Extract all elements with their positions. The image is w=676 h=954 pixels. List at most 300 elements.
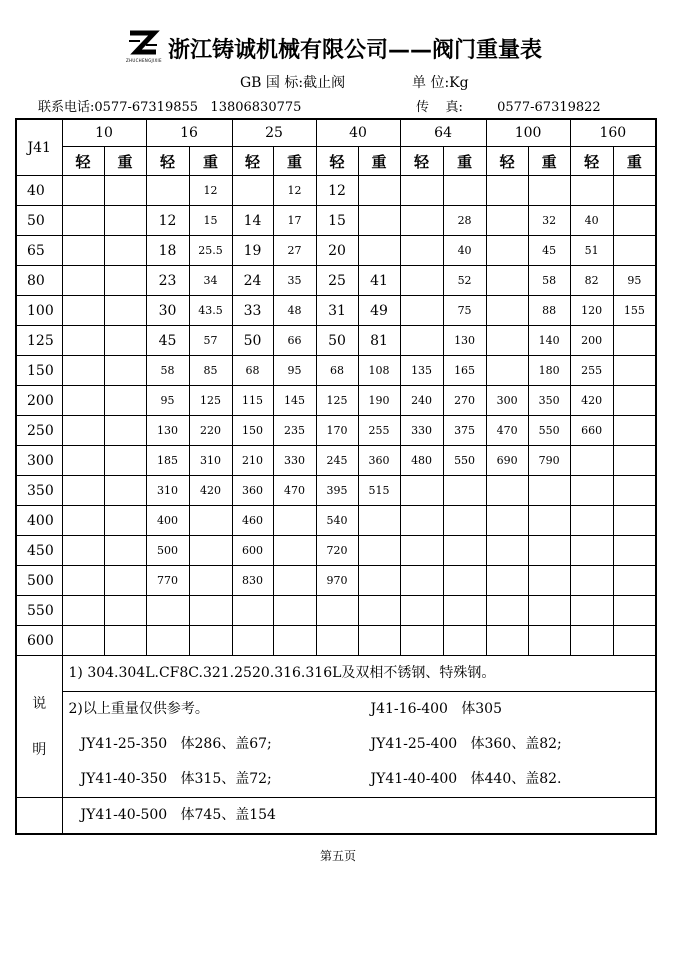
note-3-right: JY41-25-400 体360、盖82; [370,736,562,752]
weight-cell [400,506,443,536]
notes-label-2: 明 [32,741,47,758]
table-row [16,296,656,326]
weight-cell: 500 [146,536,189,566]
phone-line [38,96,301,115]
weight-cell [613,506,656,536]
standard-label: GB 国 标:截止阀 [240,75,346,91]
weight-cell [570,626,613,656]
weight-cell: 50 [232,326,273,356]
light-type-header: 轻 [316,147,358,176]
heavy-type-header: 重 [358,147,400,176]
weight-cell: 27 [273,236,316,266]
weight-cell [400,566,443,596]
weight-cell: 420 [189,476,232,506]
weight-cell: 480 [400,446,443,476]
weight-cell [62,206,104,236]
weight-cell: 31 [316,296,358,326]
weight-cell: 25.5 [189,236,232,266]
unit-label: 单 位:Kg [412,75,469,91]
weight-cell [613,476,656,506]
weight-cell: 770 [146,566,189,596]
phone-label: 联系电话: [38,100,95,115]
weight-cell [104,626,146,656]
weight-cell: 25 [316,266,358,296]
weight-cell: 255 [570,356,613,386]
dn-cell: 300 [16,446,62,476]
note-line-1 [63,656,656,692]
weight-cell: 970 [316,566,358,596]
pressure-header: 10 [62,119,146,147]
weight-cell [358,596,400,626]
weight-cell: 12 [146,206,189,236]
weight-cell: 660 [570,416,613,446]
weight-cell: 255 [358,416,400,446]
weight-cell [273,626,316,656]
weight-cell: 32 [528,206,570,236]
table-row [16,326,656,356]
weight-cell: 24 [232,266,273,296]
weight-cell [528,596,570,626]
weight-cell: 108 [358,356,400,386]
dn-cell: 450 [16,536,62,566]
weight-cell: 18 [146,236,189,266]
weight-cell: 540 [316,506,358,536]
weight-cell [358,236,400,266]
dn-cell: 500 [16,566,62,596]
weight-cell [570,506,613,536]
weight-cell [189,596,232,626]
weight-cell [273,506,316,536]
weight-cell: 95 [613,266,656,296]
weight-cell: 190 [358,386,400,416]
weight-cell: 19 [232,236,273,266]
notes-label-cell [16,656,62,798]
weight-cell [613,326,656,356]
note-2-left: 2)以上重量仅供参考。 [68,701,209,717]
weight-cell [104,296,146,326]
weight-cell [486,626,528,656]
weight-cell: 550 [443,446,486,476]
weight-cell [189,536,232,566]
weight-cell [146,626,189,656]
weight-cell: 120 [570,296,613,326]
notes-row [16,656,656,798]
weight-cell [189,566,232,596]
notes-content-last [62,798,656,835]
weight-cell [400,176,443,206]
dn-cell: 200 [16,386,62,416]
weight-cell [104,386,146,416]
weight-cell [62,566,104,596]
weight-cell [400,596,443,626]
weight-cell: 43.5 [189,296,232,326]
pressure-header: 16 [146,119,232,147]
weight-cell: 200 [570,326,613,356]
dn-cell: 65 [16,236,62,266]
weight-cell [232,176,273,206]
weight-cell [62,446,104,476]
weight-cell [570,446,613,476]
page-title: 浙江铸诚机械有限公司——阀门重量表 [168,38,543,63]
weight-cell [486,326,528,356]
weight-cell: 350 [528,386,570,416]
table-row [16,356,656,386]
weight-cell: 360 [358,446,400,476]
weight-cell [358,566,400,596]
weight-cell: 170 [316,416,358,446]
weight-cell: 23 [146,266,189,296]
weight-cell: 30 [146,296,189,326]
weight-cell [104,236,146,266]
weight-cell [104,326,146,356]
note-line-3 [63,727,656,762]
weight-cell: 125 [316,386,358,416]
weight-cell [189,506,232,536]
weight-cell: 50 [316,326,358,356]
weight-cell: 420 [570,386,613,416]
weight-cell: 81 [358,326,400,356]
weight-cell [486,566,528,596]
fax-label: 传 真: [416,100,463,115]
model-cell: J41 [16,119,62,176]
weight-cell: 17 [273,206,316,236]
logo-text: ZHUCHENGJIXIE [126,58,162,63]
pressure-header: 160 [570,119,656,147]
weight-cell: 460 [232,506,273,536]
dn-cell: 100 [16,296,62,326]
weight-cell: 515 [358,476,400,506]
dn-cell: 80 [16,266,62,296]
table-row [16,416,656,446]
weight-cell: 14 [232,206,273,236]
weight-cell [358,176,400,206]
weight-cell: 88 [528,296,570,326]
weight-cell: 140 [528,326,570,356]
weight-cell [443,476,486,506]
weight-cell [104,506,146,536]
heavy-type-header: 重 [613,147,656,176]
note-1: 1) 304.304L.CF8C.321.2520.316.316L及双相不锈钢、特殊钢。 [68,665,496,681]
weight-cell: 45 [146,326,189,356]
weight-cell [400,266,443,296]
weight-cell: 95 [146,386,189,416]
weight-cell [528,176,570,206]
weight-cell [104,536,146,566]
heavy-type-header: 重 [443,147,486,176]
weight-cell: 82 [570,266,613,296]
weight-cell [443,506,486,536]
weight-cell: 130 [443,326,486,356]
weight-cell: 395 [316,476,358,506]
weight-cell [400,326,443,356]
pressure-header: 64 [400,119,486,147]
weight-cell [358,206,400,236]
weight-cell: 690 [486,446,528,476]
weight-cell: 185 [146,446,189,476]
table-row [16,236,656,266]
dn-cell: 350 [16,476,62,506]
weight-cell: 12 [316,176,358,206]
light-type-header: 轻 [570,147,613,176]
weight-cell [146,176,189,206]
weight-cell [400,476,443,506]
dn-cell: 600 [16,626,62,656]
weight-cell: 125 [189,386,232,416]
weight-cell [486,296,528,326]
weight-cell [570,566,613,596]
weight-cell [62,236,104,266]
weight-cell: 85 [189,356,232,386]
weight-cell [146,596,189,626]
weight-cell [232,596,273,626]
weight-cell [570,596,613,626]
weight-cell: 470 [273,476,316,506]
weight-cell [62,266,104,296]
weight-cell: 330 [273,446,316,476]
weight-cell [486,596,528,626]
weight-cell: 270 [443,386,486,416]
weight-cell: 20 [316,236,358,266]
dn-cell: 125 [16,326,62,356]
weight-cell [104,476,146,506]
weight-cell: 150 [232,416,273,446]
weight-cell [358,626,400,656]
table-row [16,386,656,416]
weight-cell [62,296,104,326]
dn-cell: 400 [16,506,62,536]
weight-cell [273,536,316,566]
weight-cell: 790 [528,446,570,476]
weight-cell [443,596,486,626]
pressure-header-row [16,119,656,147]
logo-z-icon [126,30,160,56]
weight-cell [400,236,443,266]
weight-cell [104,356,146,386]
type-header-row [16,147,656,176]
note-3-left: JY41-25-350 体286、盖67; [80,736,272,752]
weight-cell: 360 [232,476,273,506]
weight-cell [613,626,656,656]
weight-cell [613,536,656,566]
weight-cell [104,446,146,476]
table-row [16,596,656,626]
weight-cell [62,536,104,566]
weight-cell [613,206,656,236]
weight-cell: 830 [232,566,273,596]
weight-cell [528,626,570,656]
weight-cell [613,356,656,386]
weight-cell: 235 [273,416,316,446]
weight-cell: 48 [273,296,316,326]
note-line-5 [63,798,656,833]
note-line-4 [63,762,656,797]
weight-cell [570,536,613,566]
weight-cell [104,266,146,296]
weight-cell [358,506,400,536]
note-4-left: JY41-40-350 体315、盖72; [80,771,272,787]
note-2-right: J41-16-400 体305 [370,701,502,717]
weight-cell: 40 [570,206,613,236]
weight-cell [62,326,104,356]
pressure-header: 40 [316,119,400,147]
weight-cell: 240 [400,386,443,416]
weight-cell: 41 [358,266,400,296]
weight-cell: 115 [232,386,273,416]
table-row [16,206,656,236]
weight-cell: 95 [273,356,316,386]
page-number: 第五页 [319,849,356,863]
weight-cell [528,506,570,536]
weight-cell [104,206,146,236]
notes-row-last [16,798,656,835]
weight-cell [358,536,400,566]
table-row [16,476,656,506]
weight-cell: 135 [400,356,443,386]
weight-cell [528,476,570,506]
weight-cell [613,446,656,476]
weight-cell: 310 [146,476,189,506]
table-row [16,626,656,656]
weight-cell: 310 [189,446,232,476]
weight-cell: 600 [232,536,273,566]
weight-cell: 28 [443,206,486,236]
weight-cell: 145 [273,386,316,416]
weight-cell: 33 [232,296,273,326]
weight-cell [273,566,316,596]
light-type-header: 轻 [400,147,443,176]
weight-cell [613,416,656,446]
weight-cell [232,626,273,656]
notes-label-1: 说 [32,695,47,712]
weight-cell [62,416,104,446]
weight-cell: 75 [443,296,486,326]
heavy-type-header: 重 [273,147,316,176]
weight-cell [316,596,358,626]
light-type-header: 轻 [232,147,273,176]
weight-cell: 57 [189,326,232,356]
weight-cell: 12 [273,176,316,206]
weight-cell [316,626,358,656]
valve-weight-table [15,118,657,835]
weight-cell [443,626,486,656]
light-type-header: 轻 [486,147,528,176]
weight-cell [400,206,443,236]
weight-cell: 180 [528,356,570,386]
weight-cell [62,476,104,506]
weight-cell [486,176,528,206]
weight-cell [613,176,656,206]
weight-cell [273,596,316,626]
weight-cell [486,266,528,296]
table-row [16,566,656,596]
weight-cell [613,596,656,626]
weight-cell: 400 [146,506,189,536]
heavy-type-header: 重 [528,147,570,176]
dn-cell: 150 [16,356,62,386]
weight-cell: 300 [486,386,528,416]
weight-cell [613,236,656,266]
weight-cell: 245 [316,446,358,476]
weight-cell: 15 [316,206,358,236]
weight-cell [62,386,104,416]
weight-cell: 45 [528,236,570,266]
weight-cell: 130 [146,416,189,446]
heavy-type-header: 重 [189,147,232,176]
weight-cell: 35 [273,266,316,296]
notes-content [62,656,656,798]
dn-cell: 50 [16,206,62,236]
fax-number: 0577-67319822 [497,100,601,115]
weight-cell: 15 [189,206,232,236]
weight-cell [613,386,656,416]
weight-cell [486,536,528,566]
weight-cell: 68 [232,356,273,386]
weight-cell: 58 [528,266,570,296]
phone-number: 0577-67319855 13806830775 [94,100,302,115]
weight-cell [570,176,613,206]
table-row [16,176,656,206]
weight-cell [189,626,232,656]
weight-cell [104,416,146,446]
weight-cell: 375 [443,416,486,446]
weight-cell [570,476,613,506]
weight-cell [443,176,486,206]
dn-cell: 250 [16,416,62,446]
weight-cell: 68 [316,356,358,386]
weight-cell [62,596,104,626]
weight-cell [486,476,528,506]
dn-cell: 40 [16,176,62,206]
weight-cell: 470 [486,416,528,446]
weight-cell: 210 [232,446,273,476]
weight-cell: 52 [443,266,486,296]
weight-cell [528,566,570,596]
weight-cell [400,536,443,566]
weight-cell [528,536,570,566]
weight-cell [443,536,486,566]
note-line-2 [63,692,656,727]
light-type-header: 轻 [62,147,104,176]
weight-cell [62,626,104,656]
table-row [16,506,656,536]
weight-cell [486,206,528,236]
fax-line [416,96,601,115]
pressure-header: 100 [486,119,570,147]
company-logo [126,30,160,70]
weight-cell: 58 [146,356,189,386]
note-5-left: JY41-40-500 体745、盖154 [80,807,276,823]
weight-cell [62,506,104,536]
weight-cell: 49 [358,296,400,326]
weight-cell [104,596,146,626]
weight-cell: 51 [570,236,613,266]
weight-cell: 720 [316,536,358,566]
pressure-header: 25 [232,119,316,147]
weight-cell [62,176,104,206]
table-row [16,446,656,476]
weight-cell: 220 [189,416,232,446]
table-row [16,266,656,296]
weight-cell [104,566,146,596]
weight-cell [104,176,146,206]
weight-cell [613,566,656,596]
weight-cell [62,356,104,386]
weight-cell [443,566,486,596]
dn-cell: 550 [16,596,62,626]
weight-cell [400,626,443,656]
note-4-right: JY41-40-400 体440、盖82. [370,771,562,787]
weight-cell: 165 [443,356,486,386]
